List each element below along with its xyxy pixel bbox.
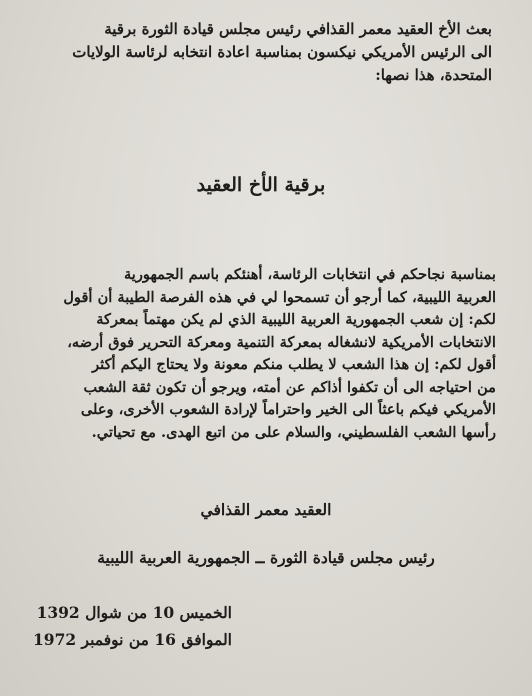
intro-line: الى الرئيس الأمريكي نيكسون بمناسبة اعادة انتخابه لرئاسة الولايات — [72, 43, 492, 61]
intro-line: بعث الأخ العقيد معمر القذافي رئيس مجلس قيادة الثورة برقية — [104, 20, 492, 38]
signature-title: رئيس مجلس قيادة الثورة ــ الجمهورية العربية الليبية — [97, 548, 435, 567]
body-line: رأسها الشعب الفلسطيني، والسلام على من اتبع الهدى. مع تحياتي. — [91, 423, 496, 441]
body-line: الانتخابات الأمريكية لانشغاله بمعركة التنمية ومعركة التحرير فوق أرضه، — [67, 333, 496, 351]
body-line: بمناسبة نجاحكم في انتخابات الرئاسة، أهنئكم باسم الجمهورية — [123, 266, 496, 283]
body-line: من احتياجه الى أن تكفوا أذاكم عن أمته، ويرجو أن تكون ثقة الشعب — [83, 378, 496, 396]
telegram-title: برقية الأخ العقيد — [196, 174, 326, 196]
signature-name: العقيد معمر القذافي — [200, 500, 332, 519]
hijri-date: الخميس 10 من شوال 1392 — [36, 603, 232, 622]
body-line: الأمريكي فيكم باعثاً الى الخير واحتراماً لإرادة الشعوب الأخرى، وعلى — [80, 401, 496, 418]
telegram-body — [36, 264, 496, 444]
body-line: العربية الليبية، كما أرجو أن تسمحوا لي في هذه الفرصة الطيبة أن أقول — [63, 288, 496, 306]
intro-line: المتحدة، هذا نصها: — [375, 66, 492, 84]
body-line: لكم: إن شعب الجمهورية العربية الليبية الذي لم يكن مهتماً بمعركة — [96, 311, 496, 328]
intro-paragraph — [40, 18, 492, 87]
gregorian-date: الموافق 16 من نوفمبر 1972 — [33, 630, 232, 649]
body-line: أقول لكم: إن هذا الشعب لا يطلب منكم معونة ولا يحتاج اليكم أكثر — [92, 356, 496, 373]
